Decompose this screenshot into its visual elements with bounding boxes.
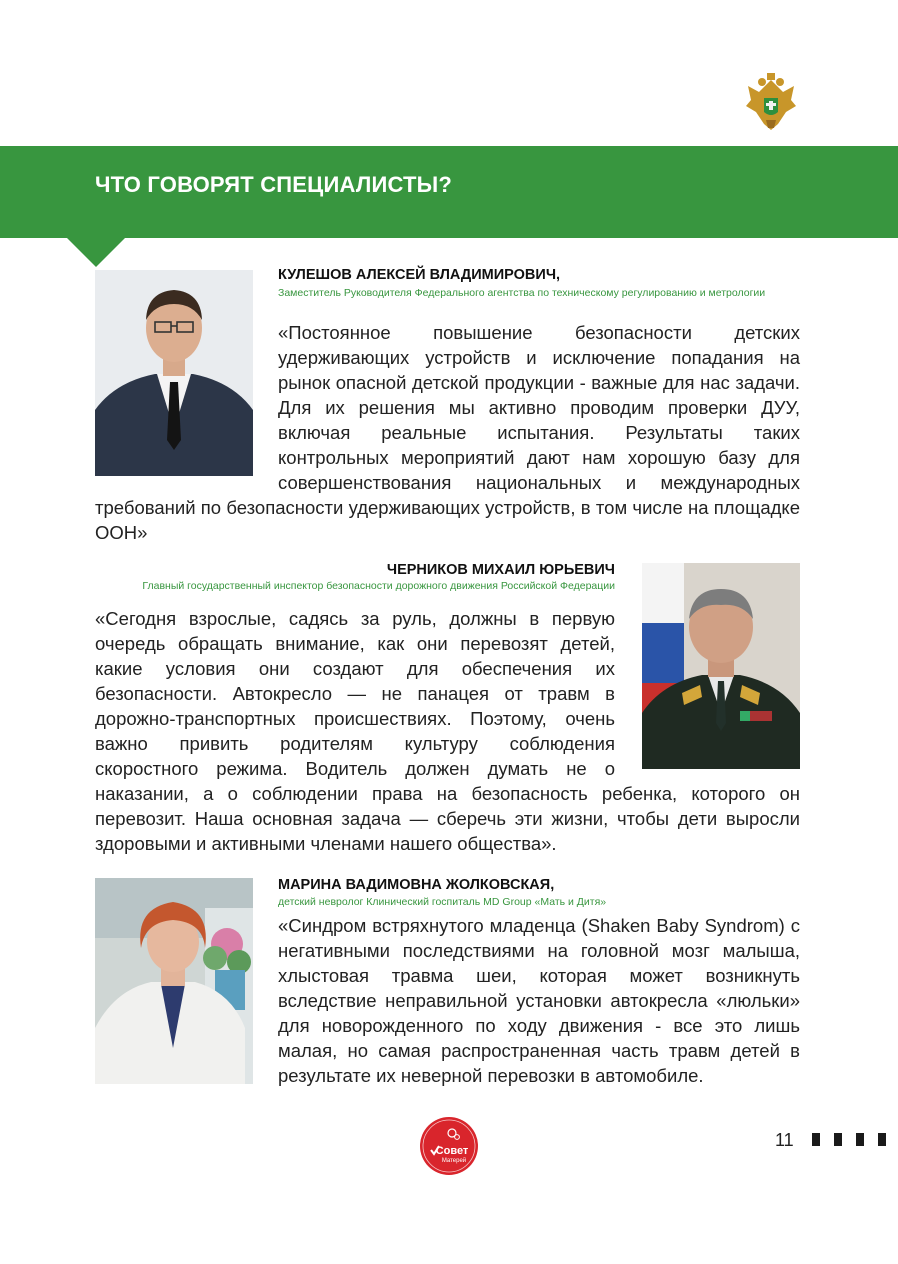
page-mark: [878, 1133, 886, 1146]
page-title: ЧТО ГОВОРЯТ СПЕЦИАЛИСТЫ?: [95, 172, 453, 197]
expert-quote-text-kuleshov: «Постоянное повышение безопасности детских удерживающих устройств и исключение попадания на рынок опасной детской продукции - важные для нас задачи. Для их решения мы активно проводим проверки ДУУ, включая реальные испытания. Результаты таких контрольных мероприятий дают нам хорошую базу для совершенствования национальных и международных требований по безопасности удерживающих устройств, в том числе на площадке ООН»: [95, 322, 800, 543]
expert-role-zholkovskaya: детский невролог Клинический госпиталь MD Group «Мать и Дитя»: [278, 896, 607, 908]
page-mark: [856, 1133, 864, 1146]
photo-spacer: [95, 913, 278, 1083]
page-mark: [834, 1133, 842, 1146]
expert-name-kuleshov: КУЛЕШОВ АЛЕКСЕЙ ВЛАДИМИРОВИЧ,: [278, 267, 561, 283]
photo-spacer: [615, 606, 800, 772]
expert-role-chernikov: Главный государственный инспектор безопасности дорожного движения Российской Федерации: [142, 580, 615, 592]
logo-subtext: Матерей: [441, 1158, 467, 1164]
expert-quote-text-zholkovskaya: «Синдром встряхнутого младенца (Shaken Baby Syndrom) с негативными последствиями на головной мозг малыша, хлыстовая травма шеи, которая может возникнуть вследствие неправильной установки автокресла «люльки» для новорожденного по ходу движения - все это лишь малая, но самая распространенная часть травм детей в результате их неверной перевозки в автомобиле.: [278, 915, 800, 1086]
page-number: 11: [775, 1130, 794, 1150]
banner-notch: [66, 237, 126, 267]
expert-quote-block-chernikov: [95, 606, 800, 856]
expert-name-chernikov: ЧЕРНИКОВ МИХАИЛ ЮРЬЕВИЧ: [386, 562, 615, 578]
coat-of-arms-icon: [742, 72, 800, 134]
expert-quote-text-chernikov: «Сегодня взрослые, садясь за руль, должны в первую очередь обращать внимание, как они перевозят детей, какие условия они создают для обеспечения их безопасности. Автокресло — не панацея от травм в дорожно-транспортных происшествиях. Поэтому, очень важно привить родителям культуру соблюдения скоростного режима. Водитель должен думать не о наказании, а о соблюдении права на безопасность ребенка, которого он перевозит. Наша основная задача — сберечь эти жизни, чтобы дети выросли здоровыми и активными членами нашего общества».: [95, 608, 800, 854]
photo-spacer: [95, 320, 278, 476]
expert-quote-block-zholkovskaya: [95, 913, 800, 1088]
logo-text: Совет: [435, 1145, 469, 1157]
expert-name-zholkovskaya: МАРИНА ВАДИМОВНА ЖОЛКОВСКАЯ,: [278, 877, 555, 893]
expert-role-kuleshov: Заместитель Руководителя Федерального агентства по техническому регулированию и метрологии: [278, 287, 766, 299]
expert-quote-block-kuleshov: [95, 320, 800, 545]
page-mark: [812, 1133, 820, 1146]
page-marks: [812, 1133, 886, 1146]
sovet-materey-logo: [419, 1116, 479, 1176]
